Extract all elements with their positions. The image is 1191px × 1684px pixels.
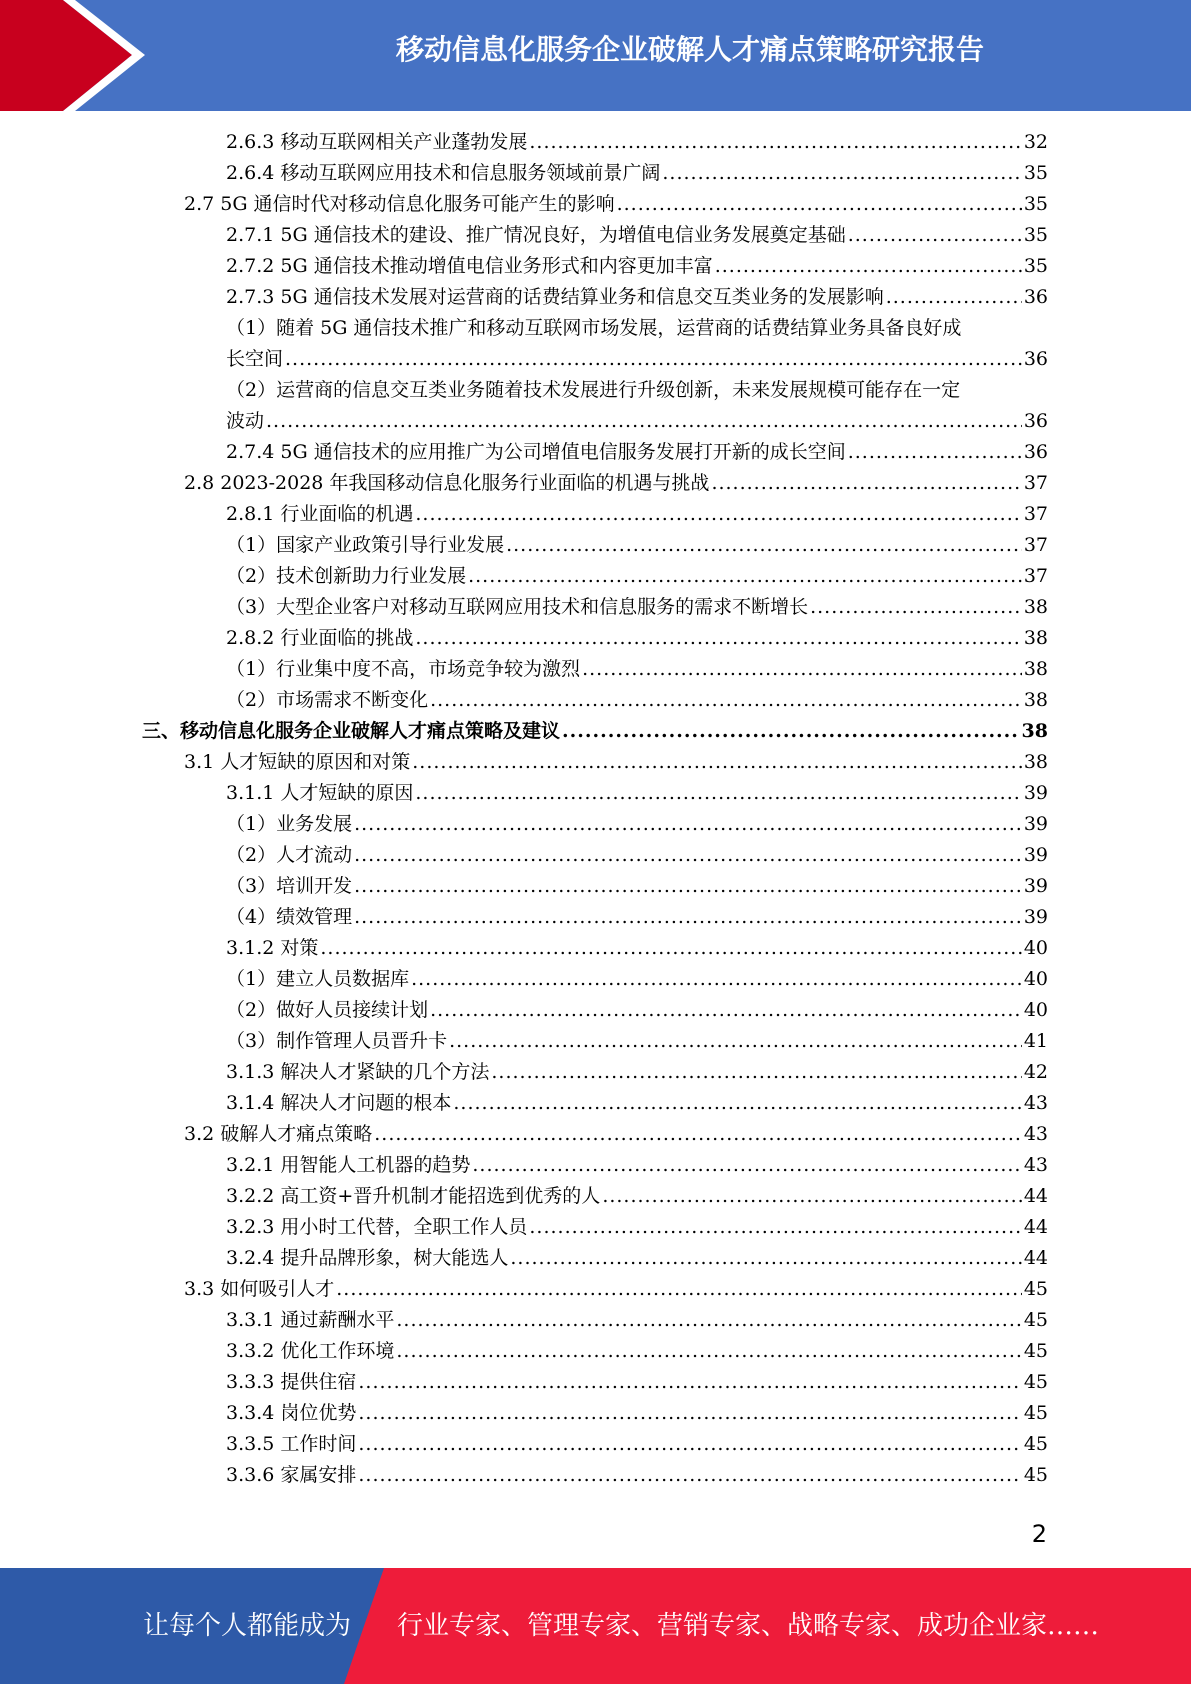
toc-entry[interactable]: [226, 1243, 1048, 1274]
toc-leader: [617, 189, 1022, 220]
toc-entry[interactable]: [226, 561, 1048, 592]
toc-leader: [412, 747, 1022, 778]
toc-entry-page: 37: [1023, 503, 1048, 525]
toc-entry-page: 45: [1023, 1340, 1048, 1362]
toc-entry[interactable]: [226, 406, 1048, 437]
toc-entry-page: 44: [1023, 1216, 1048, 1238]
toc-entry-title: （1）行业集中度不高，市场竞争较为激烈: [226, 658, 581, 680]
toc-leader: [415, 623, 1021, 654]
toc-leader: [506, 530, 1022, 561]
toc-entry-title: 3.3.1 通过薪酬水平: [226, 1309, 395, 1331]
toc-entry-title: （3）大型企业客户对移动互联网应用技术和信息服务的需求不断增长: [226, 596, 809, 618]
toc-leader: [562, 716, 1020, 747]
toc-entry-title: 2.8 2023-2028 年我国移动信息化服务行业面临的机遇与挑战: [184, 472, 710, 494]
toc-entry-title: 3.2.4 提升品牌形象，树大能选人: [226, 1247, 509, 1269]
toc-entry[interactable]: [226, 220, 1048, 251]
toc-entry-title: 3.3.2 优化工作环境: [226, 1340, 395, 1362]
toc-leader: [711, 468, 1021, 499]
toc-entry[interactable]: [226, 685, 1048, 716]
toc-entry-page: 45: [1023, 1433, 1048, 1455]
toc-entry-title: 3.2.1 用智能人工机器的趋势: [226, 1154, 471, 1176]
toc-entry[interactable]: [226, 1150, 1048, 1181]
toc-leader: [354, 809, 1022, 840]
toc-entry[interactable]: [226, 437, 1048, 468]
toc-entry-title: 波动: [226, 410, 265, 432]
toc-entry[interactable]: [226, 1181, 1048, 1212]
toc-entry[interactable]: [226, 1088, 1048, 1119]
toc-chapter-entry[interactable]: [142, 716, 1048, 747]
toc-leader: [430, 995, 1022, 1026]
footer-slogan-roles: 行业专家、管理专家、营销专家、战略专家、成功企业家……: [397, 1611, 1100, 1641]
toc-entry[interactable]: [226, 623, 1048, 654]
toc-leader: [886, 282, 1022, 313]
page-footer: [0, 1568, 1191, 1684]
toc-entry-page: 45: [1023, 1402, 1048, 1424]
toc-entry-title: （1）业务发展: [226, 813, 353, 835]
toc-entry[interactable]: [226, 840, 1048, 871]
toc-leader: [266, 406, 1022, 437]
toc-entry[interactable]: [226, 344, 1048, 375]
toc-entry-title: 3.2 破解人才痛点策略: [184, 1123, 373, 1145]
toc-leader: [453, 1088, 1021, 1119]
toc-entry[interactable]: [226, 1212, 1048, 1243]
toc-leader: [396, 1336, 1021, 1367]
toc-entry-page: 32: [1023, 131, 1048, 153]
toc-entry-title: （2）市场需求不断变化: [226, 689, 429, 711]
toc-entry-title: （2）做好人员接续计划: [226, 999, 429, 1021]
toc-entry-page: 38: [1023, 596, 1048, 618]
toc-entry[interactable]: [226, 902, 1048, 933]
toc-entry-page: 39: [1023, 844, 1048, 866]
toc-entry-title: （2）运营商的信息交互类业务随着技术发展进行升级创新，未来发展规模可能存在一定: [226, 379, 961, 401]
toc-entry-page: 37: [1023, 565, 1048, 587]
toc-leader: [848, 437, 1022, 468]
toc-entry[interactable]: [226, 809, 1048, 840]
toc-entry-title: 3.2.2 高工资+晋升机制才能招选到优秀的人: [226, 1185, 601, 1207]
toc-leader: [336, 1274, 1022, 1305]
toc-entry[interactable]: [226, 1367, 1048, 1398]
toc-entry-title: 3.3.5 工作时间: [226, 1433, 357, 1455]
toc-entry-title: 2.8.1 行业面临的机遇: [226, 503, 414, 525]
toc-entry-page: 38: [1023, 658, 1048, 680]
toc-entry[interactable]: [226, 592, 1048, 623]
toc-entry-line[interactable]: [226, 375, 1048, 406]
toc-entry-title: 2.8.2 行业面临的挑战: [226, 627, 414, 649]
toc-leader: [510, 1243, 1021, 1274]
toc-entry-page: 42: [1023, 1061, 1048, 1083]
toc-leader: [285, 344, 1022, 375]
toc-entry-page: 35: [1023, 193, 1048, 215]
toc-entry[interactable]: [226, 1057, 1048, 1088]
toc-entry-page: 38: [1023, 751, 1048, 773]
toc-entry[interactable]: [184, 1274, 1048, 1305]
toc-entry-title: （3）制作管理人员晋升卡: [226, 1030, 448, 1052]
toc-entry-title: 2.7.4 5G 通信技术的应用推广为公司增值电信服务发展打开新的成长空间: [226, 441, 846, 463]
toc-entry-page: 45: [1023, 1371, 1048, 1393]
toc-entry-title: （4）绩效管理: [226, 906, 353, 928]
toc-entry[interactable]: [184, 468, 1048, 499]
toc-leader: [491, 1057, 1021, 1088]
toc-entry-page: 39: [1023, 782, 1048, 804]
toc-entry-page: 44: [1023, 1247, 1048, 1269]
toc-entry-page: 37: [1023, 534, 1048, 556]
toc-entry-page: 39: [1023, 875, 1048, 897]
toc-entry[interactable]: [184, 1119, 1048, 1150]
toc-entry-page: 43: [1023, 1154, 1048, 1176]
toc-entry-title: （2）人才流动: [226, 844, 353, 866]
toc-entry-page: 39: [1023, 906, 1048, 928]
toc-leader: [358, 1460, 1021, 1491]
toc-entry[interactable]: [226, 127, 1048, 158]
toc-entry[interactable]: [184, 189, 1048, 220]
toc-entry[interactable]: [226, 995, 1048, 1026]
toc-entry[interactable]: [226, 1026, 1048, 1057]
report-title: 移动信息化服务企业破解人才痛点策略研究报告: [395, 33, 984, 66]
toc-entry-title: 长空间: [226, 348, 284, 370]
toc-entry[interactable]: [184, 747, 1048, 778]
toc-entry-title: 2.7.2 5G 通信技术推动增值电信业务形式和内容更加丰富: [226, 255, 713, 277]
toc-entry-page: 43: [1023, 1123, 1048, 1145]
toc-entry-page: 45: [1023, 1464, 1048, 1486]
toc-entry-title: 2.7.1 5G 通信技术的建设、推广情况良好，为增值电信业务发展奠定基础: [226, 224, 846, 246]
toc-entry[interactable]: [226, 499, 1048, 530]
toc-leader: [529, 1212, 1021, 1243]
toc-entry-page: 40: [1023, 937, 1048, 959]
toc-entry[interactable]: [226, 871, 1048, 902]
toc-leader: [354, 840, 1022, 871]
toc-entry-page: 39: [1023, 813, 1048, 835]
toc-leader: [582, 654, 1022, 685]
toc-entry[interactable]: [226, 282, 1048, 313]
toc-entry-title: 3.1 人才短缺的原因和对策: [184, 751, 411, 773]
toc-entry-page: 38: [1023, 689, 1048, 711]
toc-entry-page: 45: [1023, 1309, 1048, 1331]
toc-leader: [358, 1367, 1021, 1398]
toc-entry-title: 3.3.3 提供住宿: [226, 1371, 357, 1393]
toc-entry-page: 35: [1023, 255, 1048, 277]
toc-entry[interactable]: [226, 933, 1048, 964]
toc-entry-page: 36: [1023, 348, 1048, 370]
toc-entry[interactable]: [226, 1398, 1048, 1429]
toc-entry-title: 3.1.1 人才短缺的原因: [226, 782, 414, 804]
toc-leader: [529, 127, 1021, 158]
toc-leader: [411, 964, 1022, 995]
toc-entry-page: 40: [1023, 968, 1048, 990]
toc-entry-title: 3.3.4 岗位优势: [226, 1402, 357, 1424]
toc-entry[interactable]: [226, 251, 1048, 282]
toc-entry-title: 2.7 5G 通信时代对移动信息化服务可能产生的影响: [184, 193, 615, 215]
toc-leader: [430, 685, 1022, 716]
toc-entry-title: （3）培训开发: [226, 875, 353, 897]
toc-entry-page: 44: [1023, 1185, 1048, 1207]
toc-entry-page: 37: [1023, 472, 1048, 494]
toc-entry-title: 3.3.6 家属安排: [226, 1464, 357, 1486]
toc-entry-page: 43: [1023, 1092, 1048, 1114]
toc-entry-title: 3.2.3 用小时工代替，全职工作人员: [226, 1216, 528, 1238]
toc-entry[interactable]: [226, 778, 1048, 809]
toc-entry[interactable]: [226, 158, 1048, 189]
toc-leader: [810, 592, 1022, 623]
toc-leader: [374, 1119, 1022, 1150]
toc-entry-page: 41: [1023, 1030, 1048, 1052]
toc-entry-title: 3.3 如何吸引人才: [184, 1278, 335, 1300]
toc-entry-page: 36: [1023, 286, 1048, 308]
toc-entry[interactable]: [226, 654, 1048, 685]
toc-entry-line[interactable]: [226, 313, 1048, 344]
toc-leader: [415, 778, 1021, 809]
toc-leader: [415, 499, 1021, 530]
toc-entry-title: 2.6.4 移动互联网应用技术和信息服务领域前景广阔: [226, 162, 661, 184]
toc-entry[interactable]: [226, 964, 1048, 995]
toc-leader: [848, 220, 1022, 251]
toc-leader: [358, 1398, 1021, 1429]
toc-entry-title: 2.7.3 5G 通信技术发展对运营商的话费结算业务和信息交互类业务的发展影响: [226, 286, 884, 308]
toc-entry-page: 45: [1023, 1278, 1048, 1300]
page-header: [0, 0, 1191, 111]
toc-leader: [472, 1150, 1021, 1181]
toc-entry-title: 三、移动信息化服务企业破解人才痛点策略及建议: [142, 720, 561, 742]
toc-entry-title: （2）技术创新助力行业发展: [226, 565, 467, 587]
header-arrow-decoration: [0, 0, 160, 111]
toc-entry-page: 38: [1021, 720, 1048, 742]
toc-entry-title: （1）国家产业政策引导行业发展: [226, 534, 505, 556]
toc-leader: [396, 1305, 1021, 1336]
toc-leader: [602, 1181, 1022, 1212]
toc-entry-page: 35: [1023, 162, 1048, 184]
toc-entry-title: 3.1.4 解决人才问题的根本: [226, 1092, 452, 1114]
toc-leader: [320, 933, 1021, 964]
toc-entry[interactable]: [226, 1460, 1048, 1491]
toc-entry[interactable]: [226, 530, 1048, 561]
toc-leader: [449, 1026, 1022, 1057]
toc-leader: [468, 561, 1022, 592]
toc-leader: [662, 158, 1021, 189]
toc-leader: [354, 902, 1022, 933]
toc-leader: [715, 251, 1022, 282]
toc-entry-title: 3.1.2 对策: [226, 937, 319, 959]
toc-entry-title: （1）建立人员数据库: [226, 968, 410, 990]
toc-entry-page: 36: [1023, 410, 1048, 432]
toc-entry-title: 3.1.3 解决人才紧缺的几个方法: [226, 1061, 490, 1083]
page-number: 2: [1031, 1520, 1047, 1548]
toc-entry-title: 2.6.3 移动互联网相关产业蓬勃发展: [226, 131, 528, 153]
footer-slogan-lead: 让每个人都能成为: [143, 1611, 352, 1641]
toc-leader: [358, 1429, 1021, 1460]
toc-entry[interactable]: [226, 1305, 1048, 1336]
toc-entry[interactable]: [226, 1429, 1048, 1460]
toc-entry-page: 35: [1023, 224, 1048, 246]
toc-entry-page: 36: [1023, 441, 1048, 463]
toc-leader: [354, 871, 1022, 902]
toc-entry-page: 40: [1023, 999, 1048, 1021]
toc-entry-title: （1）随着 5G 通信技术推广和移动互联网市场发展，运营商的话费结算业务具备良好成: [226, 317, 962, 339]
toc-entry-page: 38: [1023, 627, 1048, 649]
toc-entry[interactable]: [226, 1336, 1048, 1367]
